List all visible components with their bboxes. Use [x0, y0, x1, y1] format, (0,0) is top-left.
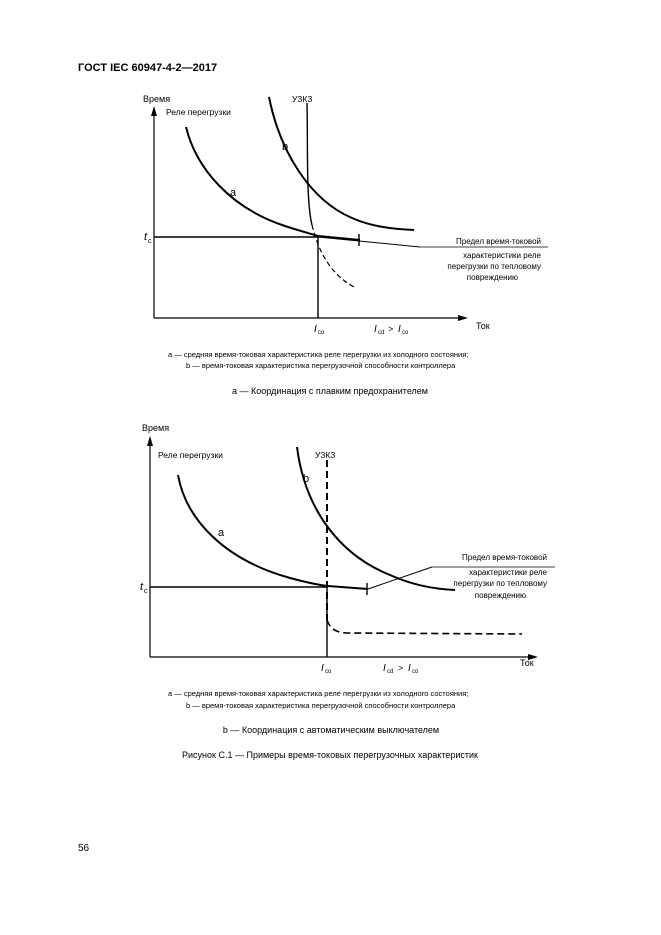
figure-a-tc-sub: c — [148, 238, 152, 245]
figure-a-annotation-line-3: перегрузки по тепловому — [447, 262, 541, 271]
document-header: ГОСТ IEC 60947-4-2—2017 — [78, 62, 218, 74]
figure-b-y-label: Время — [142, 423, 170, 433]
figure-a-icd-sub: cd — [378, 330, 385, 336]
figure-a-relay-label: Реле перегрузки — [166, 107, 231, 117]
figure-a-icd-i: I — [374, 324, 377, 335]
figure-a-uzkz-label: УЗКЗ — [292, 94, 313, 104]
figure-a-y-label: Время — [143, 94, 171, 104]
figure-a-curve-a — [186, 127, 360, 240]
figure-b-relay-label: Реле перегрузки — [158, 450, 223, 460]
figure-caption: Рисунок С.1 — Примеры время-токовых перегрузочных характеристик — [182, 750, 478, 760]
figure-b-annotation-line-1: Предел время-токовой — [462, 553, 547, 562]
figure-b-ico-i: I — [321, 663, 324, 674]
figure-a-gt: > — [388, 324, 394, 334]
figure-b-annotation-line-3: перегрузки по тепловому — [453, 579, 547, 588]
figure-a-x-label: Ток — [476, 321, 490, 331]
figure-b-tc-t: t — [140, 581, 144, 593]
figure-a-annotation-line-2: характеристики реле — [463, 251, 541, 260]
figure-a-ico2-i: I — [398, 324, 401, 335]
figure-b-legend-a: a — средняя время-токовая характеристика реле перегрузки из холодного состояния; — [168, 689, 469, 698]
figure-b-curve-b — [297, 447, 455, 590]
figure-a-curve-b — [269, 97, 414, 230]
figure-b-curve-a — [178, 475, 368, 589]
figure-b-icd-i: I — [383, 663, 386, 674]
figure-b-y-arrow-icon — [147, 436, 153, 446]
figure-b-legend-b: b — время-токовая характеристика перегрузочной способности контроллера — [186, 701, 456, 710]
figure-a-fuse-curve — [307, 103, 312, 225]
figure-b-ico2-sub: co — [412, 669, 419, 675]
figure-b-gt: > — [398, 663, 404, 673]
figure-a-caption: а — Координация с плавким предохранителем — [232, 386, 428, 396]
figure-b-uzkz-label: УЗКЗ — [315, 450, 336, 460]
figure-a-limit-line — [318, 237, 420, 247]
figure-a-tc-t: t — [144, 231, 148, 243]
figure-a-x-arrow-icon — [458, 315, 468, 321]
figure-b — [140, 423, 555, 735]
figure-b-breaker-tail — [327, 620, 522, 634]
figure-b-icd-sub: cd — [387, 669, 394, 675]
figure-a-ico-sub: co — [318, 330, 325, 336]
figure-a-legend-a: a — средняя время-токовая характеристика реле перегрузки из холодного состояния; — [168, 350, 469, 359]
figure-a-curve-b-label: b — [282, 141, 289, 153]
figure-a-y-arrow-icon — [151, 106, 157, 116]
figure-a-annotation-line-1: Предел время-токовой — [456, 237, 541, 246]
figure-b-curve-a-label: a — [218, 527, 225, 539]
figure-b-curve-b-label: b — [303, 473, 310, 485]
figure-b-x-label: Ток — [520, 658, 534, 668]
figure-b-annotation-line-2: характеристики реле — [469, 568, 547, 577]
figure-b-tc-sub: c — [144, 588, 148, 595]
figure-a-annotation-line-4: повреждению — [466, 273, 518, 282]
figure-b-ico-sub: co — [325, 669, 332, 675]
figure-a-legend-b: b — время-токовая характеристика перегрузочной способности контроллера — [186, 361, 456, 370]
figure-a — [143, 94, 548, 396]
page-number: 56 — [78, 843, 90, 854]
figure-b-ico2-i: I — [408, 663, 411, 674]
figure-b-annotation-line-4: повреждению — [474, 591, 526, 600]
figure-b-caption: b — Координация с автоматическим выключателем — [222, 725, 440, 735]
figure-a-ico2-sub: co — [402, 330, 409, 336]
figure-a-ico-i: I — [314, 324, 317, 335]
figure-a-curve-a-label: a — [230, 187, 237, 199]
